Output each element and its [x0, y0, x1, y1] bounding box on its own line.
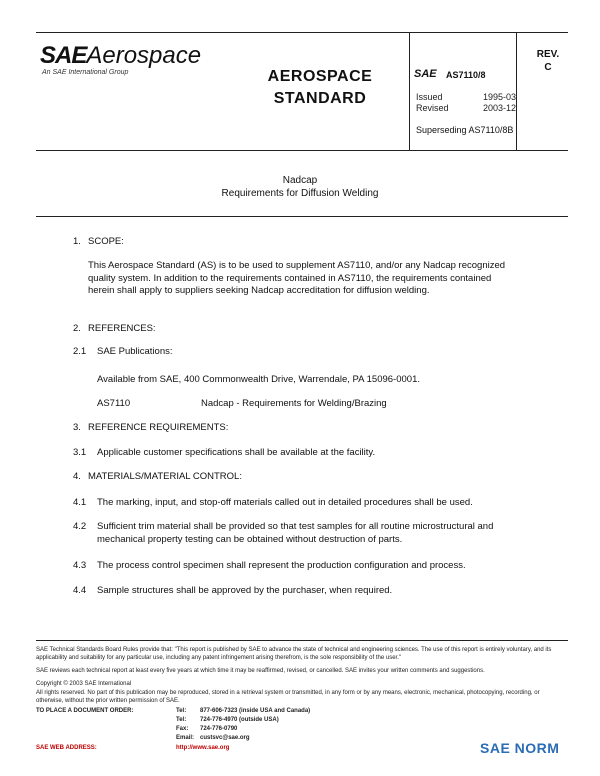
section-4-title: MATERIALS/MATERIAL CONTROL:: [88, 471, 242, 482]
section-4-2-number: 4.2: [73, 521, 87, 532]
section-4-3-number: 4.3: [73, 560, 87, 571]
reference-title: Nadcap - Requirements for Welding/Brazing: [201, 398, 387, 409]
issued-label: Issued: [416, 92, 443, 102]
document-title: [40, 174, 560, 200]
footer-copyright: Copyright © 2003 SAE International: [36, 681, 132, 687]
section-4-number: 4.: [73, 471, 81, 482]
document-number: AS7110/8: [446, 70, 486, 80]
section-1-body: This Aerospace Standard (AS) is to be used to supplement AS7110, and/or any Nadcap recognized quality system. In addition to the requirements contained in AS7110, the requirements contained herein shall apply to suppliers seeking Nadcap accreditation for diffusion welding.: [88, 260, 506, 296]
title-bottom-border: [36, 216, 568, 217]
section-4-1-body: The marking, input, and stop-off materials called out in detailed procedures shall be used.: [97, 497, 473, 508]
sae-aerospace-logo: [40, 42, 201, 70]
revised-label: Revised: [416, 103, 449, 113]
section-4-4-number: 4.4: [73, 585, 87, 596]
fax-label: Fax:: [176, 726, 189, 732]
section-1-number: 1.: [73, 236, 81, 247]
document-title-line2: Requirements for Diffusion Welding: [221, 188, 379, 199]
sae-norm-watermark: SAE NORM: [480, 740, 560, 756]
email-label: Email:: [176, 735, 195, 741]
footer-top-border: [36, 640, 568, 641]
section-3-1-body: Applicable customer specifications shall be available at the facility.: [97, 447, 376, 458]
web-address-label: SAE WEB ADDRESS:: [36, 745, 97, 751]
order-label: TO PLACE A DOCUMENT ORDER:: [36, 708, 134, 714]
section-2-1-title: SAE Publications:: [97, 346, 173, 357]
standard-title-line1: AEROSPACE: [267, 68, 373, 85]
document-title-line1: Nadcap: [282, 175, 318, 186]
section-1-title: SCOPE:: [88, 236, 124, 247]
section-3-number: 3.: [73, 422, 81, 433]
footer-rights-text: All rights reserved. No part of this publication may be reproduced, stored in a retrieval system or transmitted, in any form or by any means, electronic, mechanical, photocopying, recording, or otherwise, without the prior written permission of SAE.: [36, 690, 540, 704]
superseding-note: Superseding AS7110/8B: [416, 125, 514, 135]
footer-review-text: SAE reviews each technical report at least every five years at which time it may be reaffirmed, revised, or cancelled. SAE invites your written comments and suggestions.: [36, 668, 485, 674]
logo-aerospace-text: Aerospace: [86, 42, 202, 69]
section-4-3-body: The process control specimen shall represent the production configuration and process.: [97, 560, 466, 571]
section-4-4-body: Sample structures shall be approved by the purchaser, when required.: [97, 585, 393, 596]
header-bottom-border: [36, 150, 568, 151]
email-link[interactable]: custsvc@sae.org: [200, 735, 250, 741]
standard-title-line2: STANDARD: [273, 90, 367, 107]
section-4-2-body: Sufficient trim material shall be provided so that test samples for all routine microstructural and mechanical property testing can be obtained without destruction of parts.: [97, 521, 494, 545]
logo-sae-text: SAE: [40, 42, 87, 69]
tel-value: 877-606-7323 (inside USA and Canada): [200, 708, 311, 714]
revised-value: 2003-12: [483, 103, 517, 113]
section-4-1-number: 4.1: [73, 497, 87, 508]
section-2-1-body: Available from SAE, 400 Commonwealth Drive, Warrendale, PA 15096-0001.: [97, 374, 420, 385]
header-top-border: [36, 32, 568, 33]
revision-box: [528, 48, 568, 74]
header-divider-2: [516, 32, 517, 150]
logo-subtitle: An SAE International Group: [42, 69, 129, 76]
mini-sae-logo: SAE: [414, 68, 437, 80]
footer-rules-text: SAE Technical Standards Board Rules provide that: "This report is published by SAE to advance the state of technical and engineering sciences. The use of this report is entirely voluntary, and its applicability and suitability for any particular use, including any patent infringement arising therefrom, is the sole responsibility of the user.": [36, 647, 552, 661]
section-2-title: REFERENCES:: [88, 323, 156, 334]
section-2-1-number: 2.1: [73, 346, 87, 357]
tel2-label: Tel:: [176, 717, 187, 723]
issued-value: 1995-03: [483, 92, 517, 102]
revision-label: REV.: [536, 49, 560, 60]
section-2-number: 2.: [73, 323, 81, 334]
section-3-1-number: 3.1: [73, 447, 87, 458]
fax-value: 724-776-0790: [200, 726, 238, 732]
standard-title: [230, 66, 410, 110]
revision-value: C: [544, 62, 552, 73]
tel2-value: 724-776-4970 (outside USA): [200, 717, 279, 723]
section-3-title: REFERENCE REQUIREMENTS:: [88, 422, 229, 433]
web-address-link[interactable]: http://www.sae.org: [176, 745, 230, 751]
tel-label: Tel:: [176, 708, 187, 714]
reference-code: AS7110: [97, 398, 131, 409]
